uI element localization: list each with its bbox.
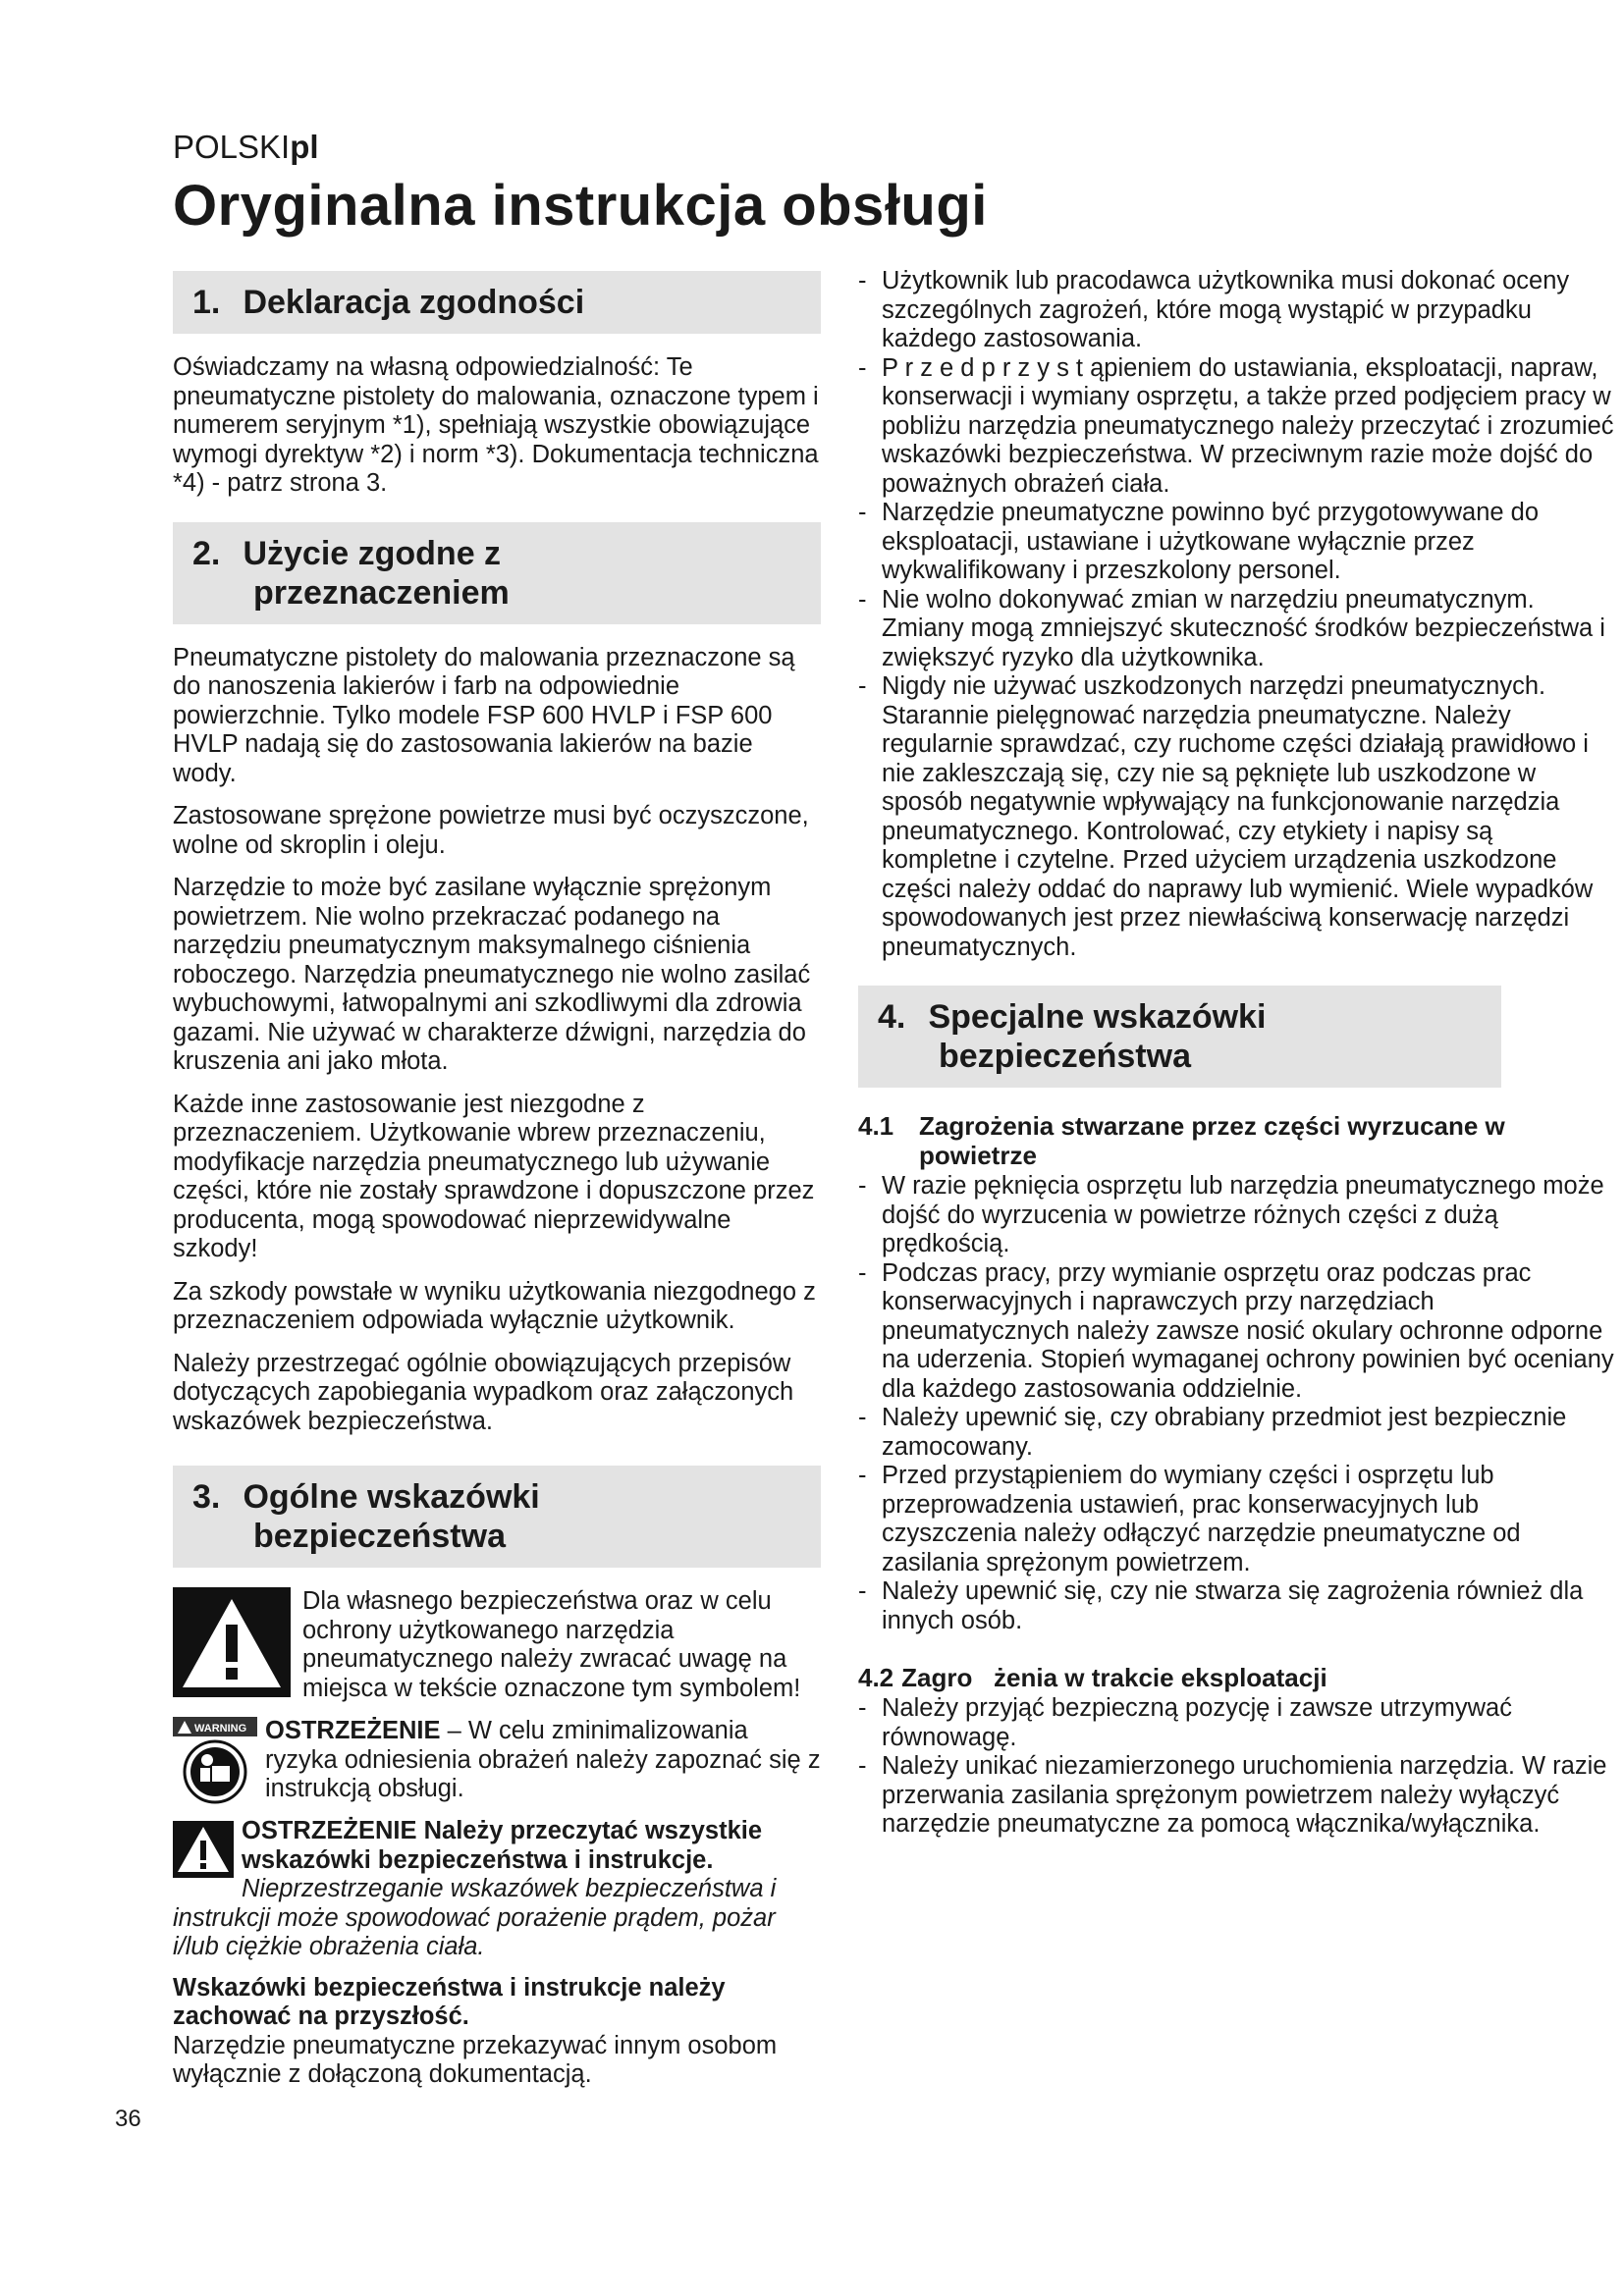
keep-instructions	[173, 1974, 821, 2090]
language-label	[173, 129, 319, 166]
section-title-line2: bezpieczeństwa	[253, 1518, 506, 1555]
warning-sign-icon	[173, 1717, 257, 1805]
warning-sign-label: WARNING	[194, 1723, 247, 1735]
right-column	[858, 267, 1614, 1840]
section-title-line1: Użycie zgodne z	[243, 534, 502, 572]
list-item: - Podczas pracy, przy wymianie osprzętu oraz podczas prac konserwacyjnych i naprawczych przy narzędziach pneumatycznych należy zawsze nosić okulary ochronne odporne na uderzenia. Stopień wymaganej ochrony powinien być oceniany dla każdego zastosowania oddzielnie.	[858, 1259, 1614, 1405]
section-title: Deklaracja zgodności	[243, 284, 585, 321]
section-number: 3.	[192, 1478, 221, 1516]
paragraph: Narzędzie to może być zasilane wyłącznie sprężonym powietrzem. Nie wolno przekraczać podanego na narzędziu pneumatycznym maksymalnego ciśnienia roboczego. Narzędzia pneumatycznego nie wolno zasilać wybuchowymi, łatwopalnymi ani szkodliwymi dla zdrowia gazami. Nie używać w charakterze dźwigni, narzędzia do kruszenia ani jako młota.	[173, 874, 811, 1075]
general-safety-list	[858, 267, 1614, 962]
language-name: POLSKI	[173, 129, 291, 165]
subsection-title: Zagrożenia stwarzane przez części wyrzucane w powietrze	[919, 1111, 1505, 1170]
warning-symbol-note	[173, 1587, 821, 1703]
section-title-line2: bezpieczeństwa	[939, 1038, 1191, 1075]
section-title-line1: Ogólne wskazówki	[243, 1478, 540, 1516]
list-item: - Nie wolno dokonywać zmian w narzędziu pneumatycznym. Zmiany mogą zmniejszyć skuteczność środków bezpieczeństwa i zwiększyć ryzyko dla użytkownika.	[858, 586, 1614, 673]
list-item: - Należy przyjąć bezpieczną pozycję i zawsze utrzymywać równowagę.	[858, 1694, 1614, 1752]
section-title-line1: Specjalne wskazówki	[928, 998, 1267, 1036]
list-item: - Należy upewnić się, czy nie stwarza się zagrożenia również dla innych osób.	[858, 1577, 1614, 1635]
projectile-hazards-list	[858, 1172, 1614, 1635]
paragraph: Pneumatyczne pistolety do malowania przeznaczone są do nanoszenia lakierów i farb na odpowiednie powierzchnie. Tylko modele FSP 600 HVLP i FSP 600 HVLP nadają się do zastosowania lakierów na bazie wody.	[173, 643, 795, 787]
operating-hazards-list	[858, 1694, 1614, 1840]
list-item: - P r z e d p r z y s t ąpieniem do ustawiania, eksploatacji, napraw, konserwacji i wymiany osprzętu, a także przed podjęciem pracy w pobliżu narzędzia pneumatycznego należy przeczytać i zrozumieć wskazówki bezpieczeństwa. W przeciwnym razie może dojść do poważnych obrażeń ciała.	[858, 354, 1614, 500]
paragraph: Zastosowane sprężone powietrze musi być oczyszczone, wolne od skroplin i oleju.	[173, 802, 809, 859]
left-column	[173, 271, 821, 2090]
declaration-paragraph: Oświadczamy na własną odpowiedzialność: Te pneumatyczne pistolety do malowania, oznaczone typem i numerem seryjnym *1), spełniają wszystkie obowiązujące wymogi dyrektyw *2) i norm *3). Dokumentacja techniczna *4) - patrz strona 3.	[173, 353, 819, 497]
section-4-heading	[858, 986, 1501, 1088]
symbol-note-text: Dla własnego bezpieczeństwa oraz w celu ochrony użytkowanego narzędzia pneumatycznego należy zwracać uwagę na miejsca w tekście oznaczone tym symbolem!	[302, 1587, 801, 1702]
warning-triangle-icon	[173, 1587, 291, 1697]
warning-read-manual	[173, 1717, 821, 1805]
paragraph: Każde inne zastosowanie jest niezgodne z przeznaczeniem. Użytkowanie wbrew przeznaczeniu, modyfikacje narzędzia pneumatycznego lub używanie części, które nie zostały sprawdzone i dopuszczone przez producenta, mogą spowodować nieprzewidywalne szkody!	[173, 1090, 815, 1262]
section-3-heading	[173, 1466, 821, 1568]
subsection-title: Zagro żenia w trakcie eksploatacji	[901, 1663, 1327, 1692]
keep-text: Narzędzie pneumatyczne przekazywać innym osobom wyłącznie z dołączoną dokumentacją.	[173, 2031, 778, 2088]
list-item: - Przed przystąpieniem do wymiany części i osprzętu lub przeprowadzenia ustawień, prac konserwacyjnych lub czyszczenia należy odłączyć narzędzie pneumatyczne od zasilania sprężonym powietrzem.	[858, 1462, 1614, 1577]
section-number: 2.	[192, 534, 221, 572]
list-item: - Nigdy nie używać uszkodzonych narzędzi pneumatycznych. Starannie pielęgnować narzędzia pneumatyczne. Należy regularnie sprawdzać, czy ruchome części działają prawidłowo i nie zakleszczają się, czy nie są pęknięte lub uszkodzone w sposób negatywnie wpływający na funkcjonowanie narzędzia pneumatycznego. Kontrolować, czy etykiety i napisy są kompletne i czytelne. Przed użyciem urządzenia uszkodzone części należy oddać do naprawy lub wymienić. Wiele wypadków spowodowanych jest przez niewłaściwą konserwację narzędzi pneumatycznych.	[858, 672, 1614, 962]
page-number: 36	[115, 2106, 141, 2132]
subsection-number: 4.2	[858, 1663, 894, 1692]
section-title-line2: przeznaczeniem	[253, 573, 510, 612]
subsection-number: 4.1	[858, 1111, 894, 1141]
section-1-heading	[173, 271, 821, 334]
paragraph: Należy przestrzegać ogólnie obowiązujących przepisów dotyczących zapobiegania wypadkom oraz załączonych wskazówek bezpieczeństwa.	[173, 1349, 794, 1435]
page-title: Oryginalna instrukcja obsługi	[173, 174, 988, 238]
warning-label: OSTRZEŻENIE	[265, 1717, 441, 1744]
keep-heading: Wskazówki bezpieczeństwa i instrukcje należy zachować na przyszłość.	[173, 1973, 726, 2030]
warning-read-instructions	[173, 1817, 821, 1962]
list-item: - Narzędzie pneumatyczne powinno być przygotowywane do eksploatacji, ustawiane i użytkowane wyłącznie przez wykwalifikowany i przeszkolony personel.	[858, 499, 1614, 586]
list-item: - Należy unikać niezamierzonego uruchomienia narzędzia. W razie przerwania zasilania sprężonym powietrzem należy wyłączyć narzędzie pneumatyczne za pomocą włącznika/wyłącznika.	[858, 1752, 1614, 1840]
list-item: - Należy upewnić się, czy obrabiany przedmiot jest bezpiecznie zamocowany.	[858, 1404, 1614, 1462]
list-item: - Użytkownik lub pracodawca użytkownika musi dokonać oceny szczególnych zagrożeń, które mogą wystąpić w przypadku każdego zastosowania.	[858, 267, 1614, 354]
section-2-heading	[173, 522, 821, 624]
section-number: 1.	[192, 284, 221, 321]
warning-text: – W celu zminimalizowania ryzyka odniesienia obrażeń należy zapoznać się z instrukcją obsługi.	[265, 1717, 821, 1802]
paragraph: Za szkody powstałe w wyniku użytkowania niezgodnego z przeznaczeniem odpowiada wyłącznie użytkownik.	[173, 1277, 816, 1334]
subsection-4-2-heading	[858, 1663, 1614, 1692]
warning-bold-text: OSTRZEŻENIE Należy przeczytać wszystkie wskazówki bezpieczeństwa i instrukcje.	[242, 1817, 763, 1874]
section-number: 4.	[878, 998, 906, 1036]
subsection-4-1-heading	[858, 1111, 1614, 1170]
list-item: - W razie pęknięcia osprzętu lub narzędzia pneumatycznego może dojść do wyrzucenia w powietrze różnych części z dużą prędkością.	[858, 1172, 1614, 1259]
warning-italic-text: Nieprzestrzeganie wskazówek bezpieczeństwa i instrukcji może spowodować porażenie prądem, pożar i/lub ciężkie obrażenia ciała.	[173, 1875, 777, 1960]
language-code: pl	[290, 129, 319, 165]
small-warning-triangle-icon	[173, 1821, 234, 1878]
